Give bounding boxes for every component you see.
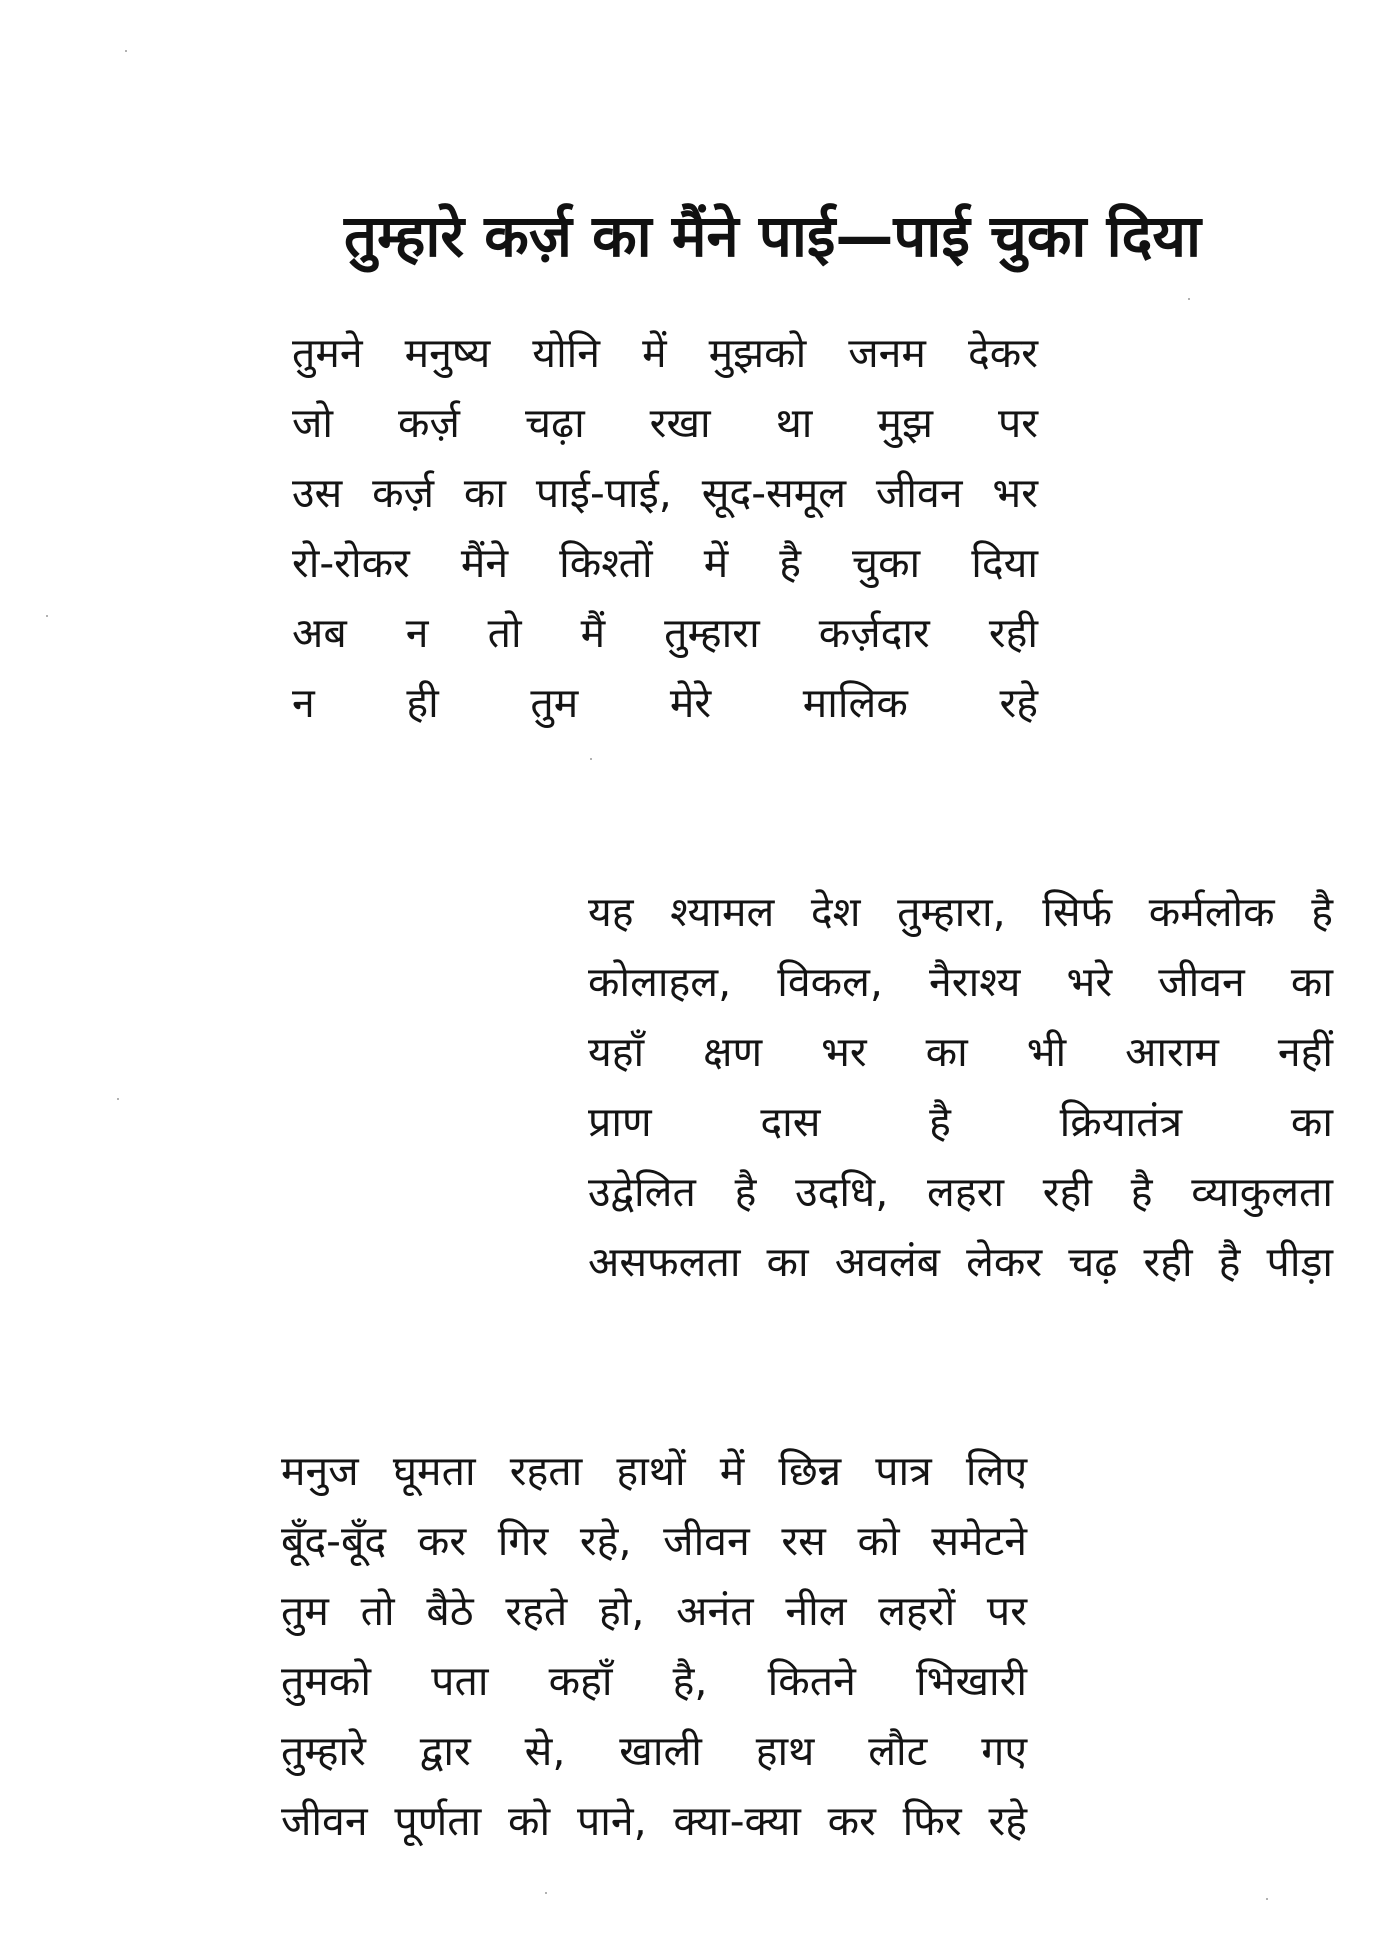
stanza-3-line-6: जीवन पूर्णता को पाने, क्या-क्या कर फिर रहे xyxy=(281,1797,1027,1845)
scan-speck xyxy=(545,1892,547,1894)
stanza-3 xyxy=(281,1436,1027,1856)
stanza-2-line-6: असफलता का अवलंब लेकर चढ़ रही है पीड़ा xyxy=(588,1238,1333,1286)
scan-speck xyxy=(1188,298,1190,300)
stanza-1 xyxy=(292,318,1038,738)
stanza-2-line-1: यह श्यामल देश तुम्हारा, सिर्फ कर्मलोक है xyxy=(588,888,1333,936)
stanza-1-line-1: तुमने मनुष्य योनि में मुझको जनम देकर xyxy=(292,329,1038,377)
scan-speck xyxy=(117,1098,119,1100)
page-title: तुम्हारे कर्ज़ का मैंने पाई—पाई चुका दिया xyxy=(344,201,1202,270)
stanza-2-line-5: उद्वेलित है उदधि, लहरा रही है व्याकुलता xyxy=(588,1168,1333,1216)
stanza-2-line-4: प्राण दास है क्रियातंत्र का xyxy=(588,1098,1333,1146)
stanza-2-line-3: यहाँ क्षण भर का भी आराम नहीं xyxy=(588,1028,1333,1076)
stanza-1-line-2: जो कर्ज़ चढ़ा रखा था मुझ पर xyxy=(292,399,1038,447)
stanza-3-line-3: तुम तो बैठे रहते हो, अनंत नील लहरों पर xyxy=(281,1587,1027,1635)
stanza-3-line-5: तुम्हारे द्वार से, खाली हाथ लौट गए xyxy=(281,1727,1027,1775)
stanza-1-line-6: न ही तुम मेरे मालिक रहे xyxy=(292,679,1038,727)
scan-speck xyxy=(46,615,48,617)
stanza-1-line-3: उस कर्ज़ का पाई-पाई, सूद-समूल जीवन भर xyxy=(292,469,1038,517)
stanza-3-line-1: मनुज घूमता रहता हाथों में छिन्न पात्र लिए xyxy=(281,1447,1027,1495)
stanza-2-line-2: कोलाहल, विकल, नैराश्य भरे जीवन का xyxy=(588,958,1333,1006)
stanza-1-line-4: रो-रोकर मैंने किश्तों में है चुका दिया xyxy=(292,539,1038,587)
stanza-1-line-5: अब न तो मैं तुम्हारा कर्ज़दार रही xyxy=(292,609,1038,657)
scan-speck xyxy=(1266,1898,1268,1900)
scan-speck xyxy=(125,50,127,52)
stanza-2 xyxy=(588,877,1333,1297)
stanza-3-line-4: तुमको पता कहाँ है, कितने भिखारी xyxy=(281,1657,1027,1705)
scan-speck xyxy=(590,758,592,760)
stanza-3-line-2: बूँद-बूँद कर गिर रहे, जीवन रस को समेटने xyxy=(281,1517,1027,1565)
